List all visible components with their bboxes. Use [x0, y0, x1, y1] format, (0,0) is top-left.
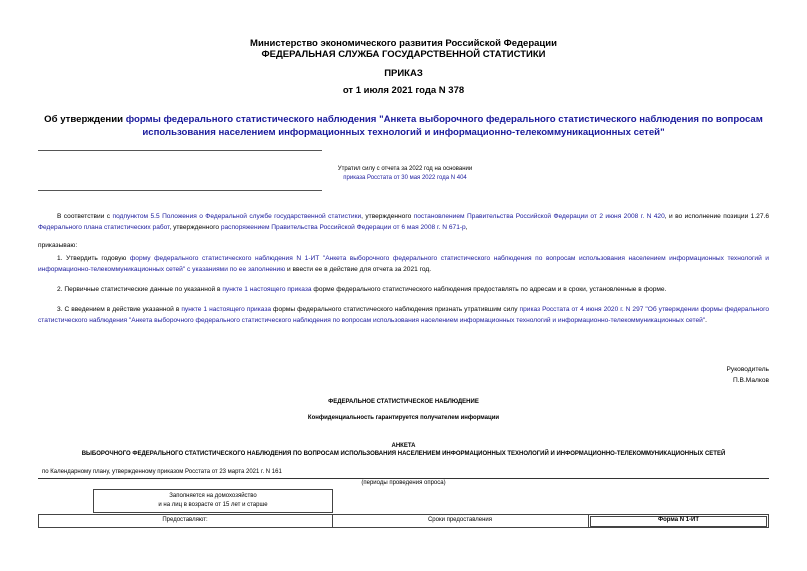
- item-text: 2. Первичные статистические данные по указанной в: [57, 286, 223, 293]
- item-text: форме федерального статистического наблюдения предоставлять по адресам и в сроки, установленные в форме.: [311, 286, 667, 293]
- item-text: 3. С введением в действие указанной в: [57, 306, 182, 313]
- order-item-1: [38, 254, 769, 275]
- form-number: Форма N 1-ИТ: [657, 517, 700, 523]
- period-caption: (периоды проведения опроса): [361, 480, 446, 486]
- preamble-text: В соответствии с: [57, 213, 113, 220]
- col-deadline: Сроки предоставления: [427, 517, 493, 523]
- status-divider-top: [38, 150, 322, 151]
- signatory-role: Руководитель: [726, 366, 769, 373]
- preamble-text: , утвержденного: [169, 223, 221, 231]
- fill-note-line: Заполняется на домохозяйство: [169, 493, 257, 499]
- document-title: [40, 113, 767, 139]
- preamble-link-plan[interactable]: Федерального плана статистических работ: [38, 223, 170, 231]
- service-name: ФЕДЕРАЛЬНАЯ СЛУЖБА ГОСУДАРСТВЕННОЙ СТАТИСТИКИ: [261, 49, 546, 60]
- item3-point-link[interactable]: пункте 1 настоящего приказа: [181, 306, 272, 313]
- signatory-name: П.В.Малков: [732, 376, 769, 384]
- preamble-link-decree[interactable]: постановлением Правительства Российской Федерации от 2 июня 2008 г. N 420: [413, 213, 665, 220]
- preamble-link-regulation[interactable]: подпунктом 5.5 Положения о Федеральной службе государственной статистики: [112, 213, 362, 220]
- order-item-2: [38, 285, 769, 296]
- signature: [560, 365, 769, 386]
- table-col-divider: [588, 514, 589, 528]
- col-submits: Предоставляют:: [162, 517, 208, 523]
- fill-note-line: и на лиц в возрасте от 15 лет и старше: [158, 502, 268, 508]
- doc-date-number: от 1 июля 2021 года N 378: [342, 85, 465, 96]
- status-repeal-link[interactable]: приказа Росстата от 30 мая 2022 года N 404: [343, 175, 467, 181]
- form-heading: ФЕДЕРАЛЬНОЕ СТАТИСТИЧЕСКОЕ НАБЛЮДЕНИЕ: [328, 399, 479, 405]
- status-divider-bottom: [38, 190, 322, 191]
- status-note: [290, 165, 520, 183]
- item1-form-link[interactable]: форму федерального статистического наблюдения N 1-ИТ "Анкета выборочного федерального статистического наблюдения по вопросам использования населением информационных технологий и информационно-телекоммуникационных сетей" с указаниями по ее заполнению: [38, 255, 769, 273]
- title-form-link[interactable]: формы федерального статистического наблюдения "Анкета выборочного федерального статистического наблюдения по вопросам использования населением информационных технологий и информационно-телекоммуникационных сетей": [125, 114, 763, 138]
- item-text: и ввести ее в действие для отчета за 2021 год.: [285, 265, 432, 273]
- item3-repealed-order-link[interactable]: приказ Росстата от 4 июня 2020 г. N 297 "Об утверждении формы федерального статистического наблюдения "Анкета выборочного федерального статистического наблюдения по вопросам использования населением информационных технологий и информационно-телекоммуникационных сетей": [38, 306, 769, 324]
- title-prefix: Об утверждении: [44, 114, 126, 125]
- order-item-3: [38, 305, 769, 326]
- preamble-text: ,: [465, 223, 468, 231]
- anketa-title: ВЫБОРОЧНОГО ФЕДЕРАЛЬНОГО СТАТИСТИЧЕСКОГО НАБЛЮДЕНИЯ ПО ВОПРОСАМ ИСПОЛЬЗОВАНИЯ НАСЕЛЕНИЕМ ИНФОРМАЦИОННЫХ ТЕХНОЛОГИЙ И ИНФОРМАЦИОННО-ТЕЛЕКОММУНИКАЦИОННЫХ СЕТЕЙ: [81, 451, 726, 457]
- confidentiality-note: Конфиденциальность гарантируется получателем информации: [307, 415, 500, 421]
- preamble-text: , и во исполнение позиции 1.27.6: [664, 213, 770, 220]
- item-text: 1. Утвердить годовую: [57, 255, 130, 262]
- preamble-link-order[interactable]: распоряжением Правительства Российской Федерации от 6 мая 2008 г. N 671-р: [220, 223, 466, 231]
- preamble: [38, 212, 769, 233]
- ministry-name: Министерство экономического развития Российской Федерации: [250, 38, 557, 49]
- status-line: Утратил силу с отчета за 2022 год на основании: [337, 166, 473, 172]
- preamble-text: , утвержденного: [361, 213, 414, 220]
- doc-type: ПРИКАЗ: [384, 68, 423, 79]
- calendar-note: по Календарному плану, утвержденному приказом Росстата от 23 марта 2021 г. N 161: [42, 469, 282, 475]
- item2-point-link[interactable]: пункте 1 настоящего приказа: [222, 286, 312, 293]
- item-text: формы федерального статистического наблюдения признать утратившим силу: [271, 306, 520, 313]
- anketa-label: АНКЕТА: [391, 443, 416, 449]
- order-word: приказываю:: [38, 242, 78, 249]
- item-text: .: [705, 316, 707, 324]
- fill-note-cell: [93, 489, 333, 513]
